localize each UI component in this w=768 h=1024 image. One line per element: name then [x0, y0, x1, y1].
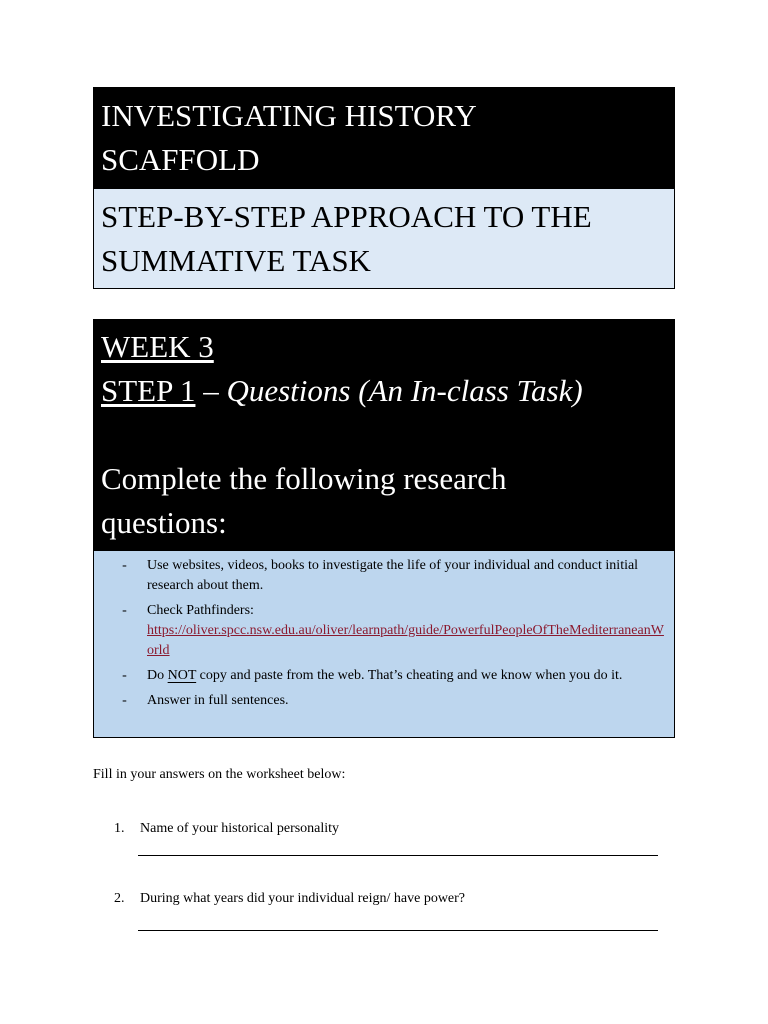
question-text: During what years did your individual reign/ have power?: [140, 891, 466, 906]
question-number: 1.: [114, 821, 125, 836]
question-1: [114, 819, 339, 839]
step-title: Questions (An In-class Task): [226, 373, 583, 408]
task-box: [93, 319, 675, 738]
list-item: [94, 601, 664, 661]
bullet-dash: -: [122, 668, 127, 683]
task-banner: [94, 320, 674, 550]
title-banner: [94, 88, 674, 188]
question-2: [114, 889, 465, 909]
bullet-text: Use websites, videos, books to investigate the life of your individual and conduct initial research about them.: [147, 558, 639, 593]
bullet-text-after: copy and paste from the web. That’s cheating and we know when you do it.: [196, 668, 623, 683]
question-number: 2.: [114, 891, 125, 906]
question-text: Name of your historical personality: [140, 821, 340, 836]
list-item: [94, 666, 664, 686]
instruction-line-2: questions:: [101, 505, 227, 540]
subtitle-line-2: SUMMATIVE TASK: [101, 243, 371, 278]
step-heading: [101, 369, 666, 413]
title-line-1: INVESTIGATING HISTORY: [101, 98, 477, 133]
bullet-text-before: Do: [147, 668, 168, 683]
answer-line-1[interactable]: [138, 855, 658, 856]
step-label: STEP 1: [101, 373, 196, 408]
bullet-dash: -: [122, 558, 127, 573]
pathfinder-link[interactable]: https://oliver.spcc.nsw.edu.au/oliver/learnpath/guide/PowerfulPeopleOfTheMediterraneanWorld: [147, 623, 664, 658]
answer-line-2[interactable]: [138, 930, 658, 931]
title-line-2: SCAFFOLD: [101, 142, 260, 177]
bullet-dash: -: [122, 693, 127, 708]
list-item: [94, 556, 664, 596]
week-heading: WEEK 3: [101, 329, 214, 364]
step-separator: –: [195, 373, 227, 408]
subtitle-banner: [94, 188, 674, 288]
bullet-dash: -: [122, 603, 127, 618]
subtitle-line-1: STEP-BY-STEP APPROACH TO THE: [101, 199, 592, 234]
instructions-list: [94, 550, 674, 737]
bullet-text: Check Pathfinders:: [147, 603, 254, 618]
title-box: [93, 87, 675, 289]
bullet-emphasis: NOT: [167, 668, 197, 683]
instruction-line-1: Complete the following research: [101, 461, 507, 496]
list-item: [94, 691, 664, 711]
worksheet-intro: Fill in your answers on the worksheet below:: [93, 767, 346, 782]
bullet-text: Answer in full sentences.: [147, 693, 289, 708]
